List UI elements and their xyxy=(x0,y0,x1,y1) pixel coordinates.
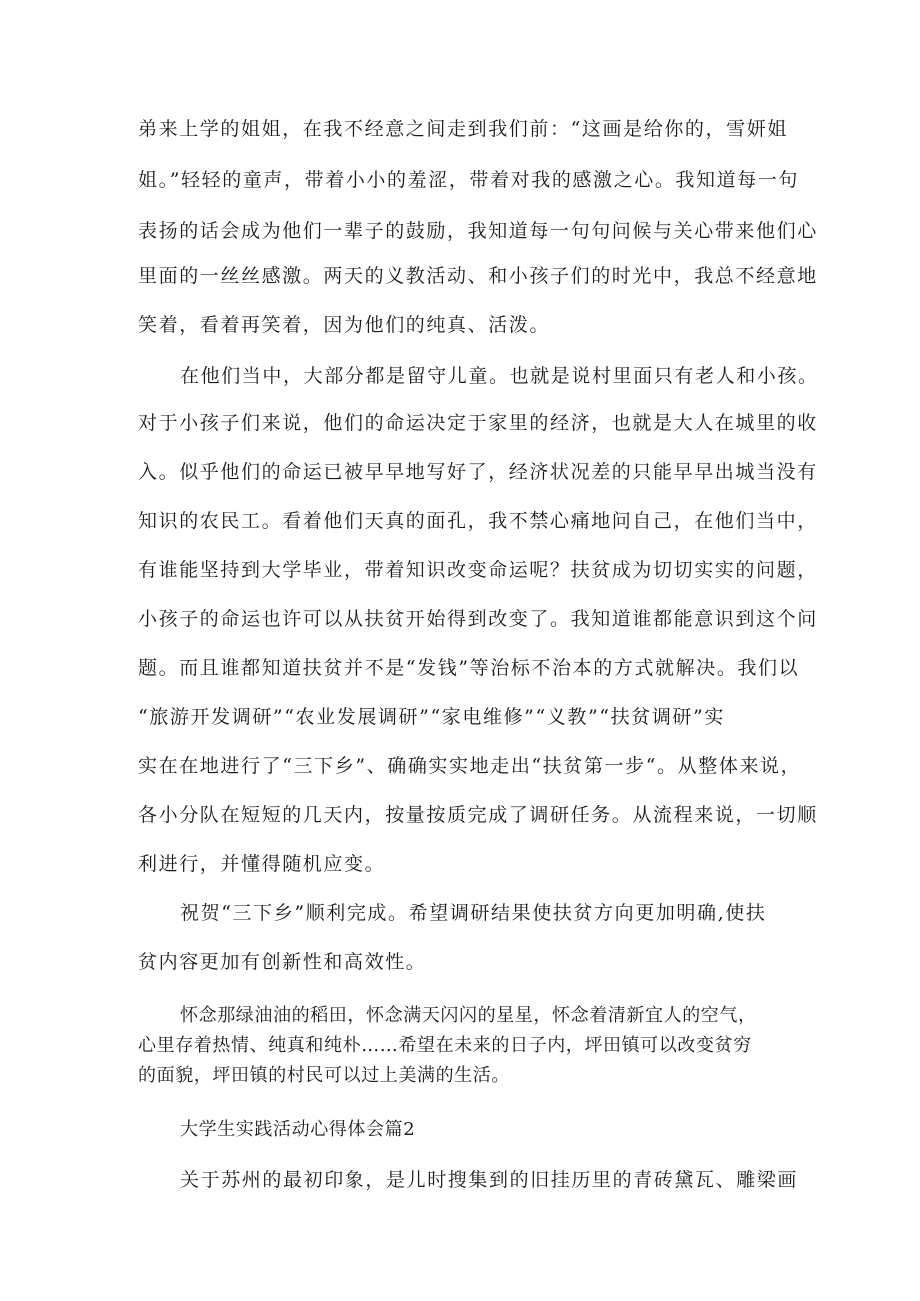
paragraph-2-line-7: 题。而且谁都知道扶贫并不是“发钱”等治标不治本的方式就解决。我们以 xyxy=(138,657,800,679)
paragraph-2-line-3: 入。似乎他们的命运已被早早地写好了，经济状况差的只能早早出城当没有 xyxy=(138,461,818,483)
paragraph-2-line-10: 各小分队在短短的几天内，按量按质完成了调研任务。从流程来说，一切顺 xyxy=(138,804,818,826)
paragraph-3-line-1: 祝贺“三下乡”顺利完成。希望调研结果使扶贫方向更加明确,使扶 xyxy=(180,902,767,924)
section-heading: 大学生实践活动心得体会篇2 xyxy=(180,1119,416,1140)
paragraph-2-line-4: 知识的农民工。看着他们天真的面孔，我不禁心痛地问自己，在他们当中， xyxy=(138,510,818,532)
paragraph-2-line-6: 小孩子的命运也许可以从扶贫开始得到改变了。我知道谁都能意识到这个问 xyxy=(138,608,818,630)
paragraph-3-line-2: 贫内容更加有创新性和高效性。 xyxy=(138,951,427,973)
paragraph-2-line-9: 实在在地进行了“三下乡”、确确实实地走出“扶贫第一步“。从整体来说， xyxy=(138,755,802,777)
paragraph-2-line-5: 有谁能坚持到大学毕业，带着知识改变命运呢？扶贫成为切切实实的问题， xyxy=(138,559,818,581)
paragraph-1-line-5: 笑着，看着再笑着，因为他们的纯真、活泼。 xyxy=(138,314,551,336)
paragraph-4-line-1: 怀念那绿油油的稻田，怀念满天闪闪的星星，怀念着清新宜人的空气， xyxy=(180,1005,757,1026)
paragraph-2-line-8: “旅游开发调研”“农业发展调研”“家电维修”“义教”“扶贫调研”实 xyxy=(138,706,725,728)
paragraph-2-line-1: 在他们当中，大部分都是留守儿童。也就是说村里面只有老人和小孩。 xyxy=(180,365,819,387)
paragraph-2-line-2: 对于小孩子们来说，他们的命运决定于家里的经济，也就是大人在城里的收 xyxy=(138,412,818,434)
paragraph-4-line-3: 的面貌，坪田镇的村民可以过上美满的生活。 xyxy=(138,1065,510,1086)
paragraph-1-line-1: 弟来上学的姐姐，在我不经意之间走到我们前：“这画是给你的，雪妍姐 xyxy=(138,118,788,140)
paragraph-1-line-2: 姐。”轻轻的童声，带着小小的羞涩，带着对我的感激之心。我知道每一句 xyxy=(138,169,800,191)
paragraph-1-line-4: 里面的一丝丝感激。两天的义教活动、和小孩子们的时光中，我总不经意地 xyxy=(138,265,818,287)
paragraph-2-line-11: 利进行，并懂得随机应变。 xyxy=(138,853,386,875)
paragraph-1-line-3: 表扬的话会成为他们一辈子的鼓励，我知道每一句句问候与关心带来他们心 xyxy=(138,220,818,242)
paragraph-4-line-2: 心里存着热情、纯真和纯朴……希望在未来的日子内，坪田镇可以改变贫穷 xyxy=(138,1035,752,1056)
paragraph-5-line-1: 关于苏州的最初印象，是儿时搜集到的旧挂历里的青砖黛瓦、雕梁画 xyxy=(180,1169,799,1191)
